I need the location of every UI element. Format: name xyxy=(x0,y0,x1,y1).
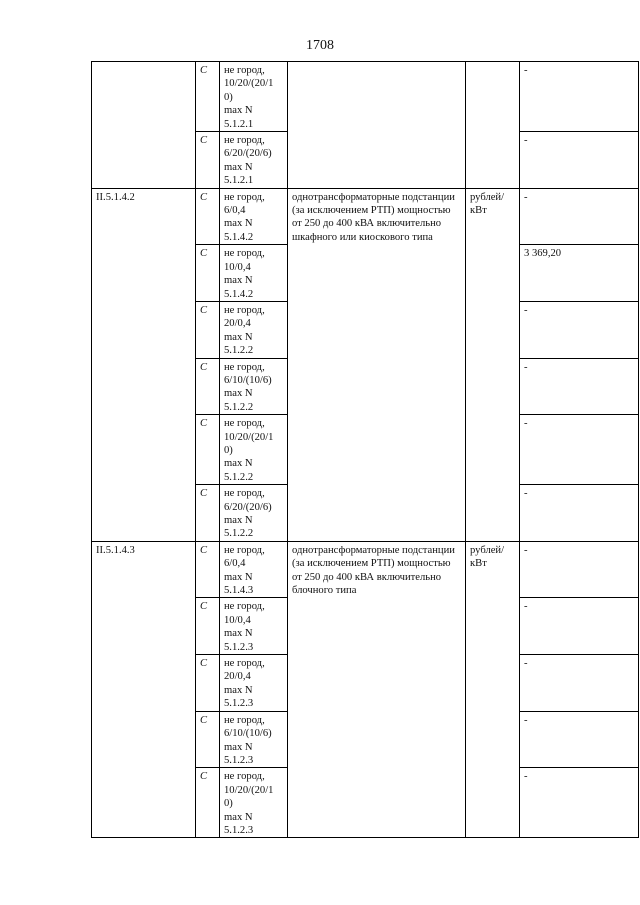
unit-cell: рублей/ кВт xyxy=(466,188,520,541)
condition-cell: не город, 6/0,4 max N 5.1.4.3 xyxy=(220,541,288,598)
c-variable-cell: C xyxy=(196,62,220,132)
value-cell: 3 369,20 xyxy=(520,245,639,302)
table-row xyxy=(92,188,639,245)
condition-cell: не город, 6/20/(20/6) max N 5.1.2.2 xyxy=(220,485,288,542)
description-cell xyxy=(288,62,466,189)
condition-cell: не город, 6/10/(10/6) max N 5.1.2.2 xyxy=(220,358,288,415)
unit-cell xyxy=(466,62,520,189)
unit-cell: рублей/ кВт xyxy=(466,541,520,838)
c-variable-cell: C xyxy=(196,301,220,358)
value-cell: - xyxy=(520,132,639,189)
c-variable-cell: C xyxy=(196,541,220,598)
condition-cell: не город, 10/20/(20/1 0) max N 5.1.2.2 xyxy=(220,415,288,485)
condition-cell: не город, 6/20/(20/6) max N 5.1.2.1 xyxy=(220,132,288,189)
condition-cell: не город, 6/10/(10/6) max N 5.1.2.3 xyxy=(220,711,288,768)
page-number: 1708 xyxy=(306,38,334,53)
condition-cell: не город, 20/0,4 max N 5.1.2.3 xyxy=(220,655,288,712)
tariff-table xyxy=(91,61,639,838)
c-variable-cell: C xyxy=(196,188,220,245)
value-cell: - xyxy=(520,485,639,542)
code-cell: II.5.1.4.3 xyxy=(92,541,196,838)
code-cell xyxy=(92,62,196,189)
code-cell: II.5.1.4.2 xyxy=(92,188,196,541)
condition-cell: не город, 10/20/(20/1 0) max N 5.1.2.3 xyxy=(220,768,288,838)
value-cell: - xyxy=(520,655,639,712)
value-cell: - xyxy=(520,62,639,132)
table-row xyxy=(92,541,639,598)
c-variable-cell: C xyxy=(196,768,220,838)
description-cell: однотрансформаторные подстанции (за исключением РТП) мощностью от 250 до 400 кВА включительно шкафного или киоскового типа xyxy=(288,188,466,541)
c-variable-cell: C xyxy=(196,655,220,712)
condition-cell: не город, 10/0,4 max N 5.1.2.3 xyxy=(220,598,288,655)
value-cell: - xyxy=(520,415,639,485)
value-cell: - xyxy=(520,358,639,415)
c-variable-cell: C xyxy=(196,485,220,542)
condition-cell: не город, 10/0,4 max N 5.1.4.2 xyxy=(220,245,288,302)
value-cell: - xyxy=(520,541,639,598)
c-variable-cell: C xyxy=(196,598,220,655)
c-variable-cell: C xyxy=(196,245,220,302)
value-cell: - xyxy=(520,598,639,655)
c-variable-cell: C xyxy=(196,358,220,415)
value-cell: - xyxy=(520,301,639,358)
table-row xyxy=(92,62,639,132)
condition-cell: не город, 20/0,4 max N 5.1.2.2 xyxy=(220,301,288,358)
value-cell: - xyxy=(520,711,639,768)
c-variable-cell: C xyxy=(196,711,220,768)
c-variable-cell: C xyxy=(196,415,220,485)
value-cell: - xyxy=(520,768,639,838)
c-variable-cell: C xyxy=(196,132,220,189)
condition-cell: не город, 6/0,4 max N 5.1.4.2 xyxy=(220,188,288,245)
description-cell: однотрансформаторные подстанции (за исключением РТП) мощностью от 250 до 400 кВА включительно блочного типа xyxy=(288,541,466,838)
value-cell: - xyxy=(520,188,639,245)
condition-cell: не город, 10/20/(20/1 0) max N 5.1.2.1 xyxy=(220,62,288,132)
